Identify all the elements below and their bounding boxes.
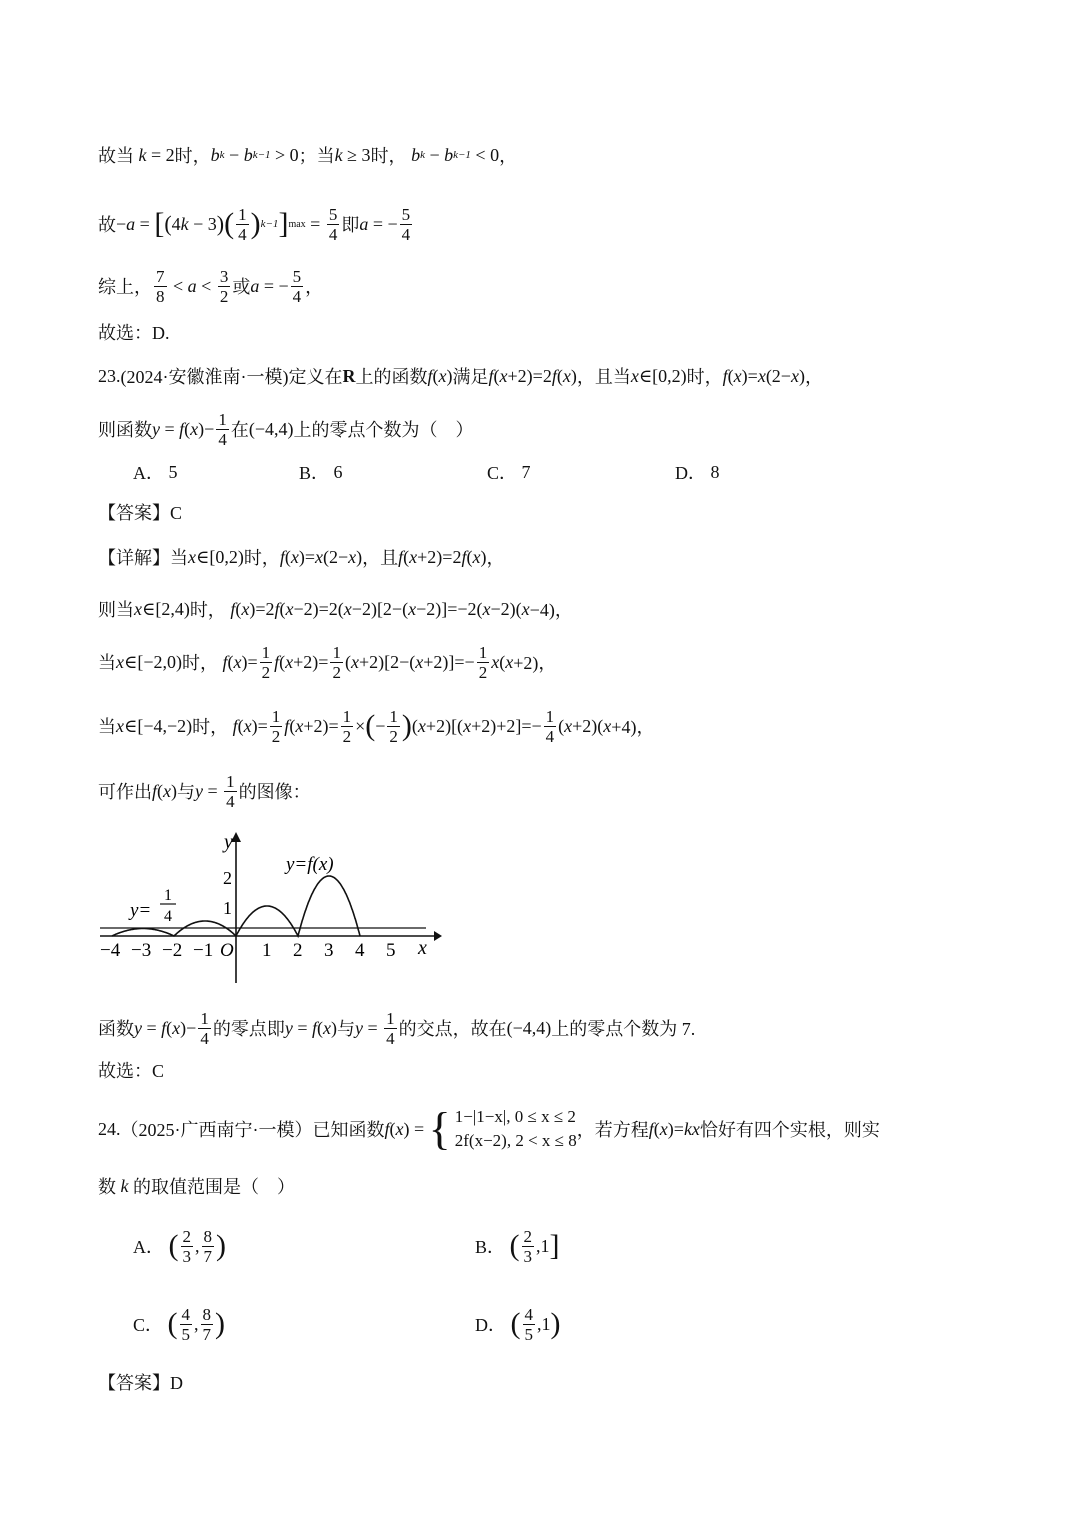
conclusion-line: 函数 y = f ( x )− $\frac{1}{4}$ 的零点即 y = f ( x ) 与 y = $\frac{1}{4}$ 的交点，故在 (−4,4) 上的零点个数为 7. [98,1008,696,1048]
text: R [342,365,356,386]
q24-options-row1 [133,1220,560,1272]
num: 2 [523,1226,533,1246]
question-24: 24. （2025·广西南宁·一模） 已知函数 f ( x ) = { 1−|1−x|, 0 ≤ x ≤ 2 2f(x−2), 2 < x ≤ 8 ，若方程 f ( x )= kx 恰好有四个实根，则实 [98,1103,880,1154]
text: 当 [170,548,188,568]
den: 5 [181,1324,191,1344]
text: 时， [181,653,218,673]
text: 当 [98,653,116,673]
text: 函数 [98,1019,134,1039]
x-axis-label: x [418,937,427,959]
num: 8 [203,1226,212,1246]
y-tick-2: 2 [223,868,232,888]
text: 或 [232,277,251,297]
x-tick-label: −3 [131,940,152,961]
question-source: (2024·安徽淮南·一模) [120,367,289,387]
line-label-denominator: 4 [164,908,172,925]
text: ，若方程 [576,1120,649,1140]
bound: 1 [540,1235,550,1256]
function-graph [96,828,446,988]
option-label: C． [133,1315,164,1335]
text: 故当 [98,146,134,166]
text: 时， [686,367,723,387]
q24-options-row2 [133,1298,561,1350]
option-label: A． [133,463,164,483]
option-label: D． [675,463,706,483]
line-label-numerator: 1 [164,887,172,904]
text: 即 [341,215,360,235]
case-1: 1−|1−x|, 0 ≤ x ≤ 2 [454,1107,576,1126]
num: 4 [524,1304,533,1324]
x-tick-label: 1 [262,940,272,961]
q23-options [133,452,720,492]
option-c[interactable] [487,459,675,485]
den: 3 [523,1246,533,1266]
text: 的交点，故在 [398,1019,507,1039]
text: 的零点即 [212,1019,285,1039]
y-axis-label: y [224,831,233,853]
option-label: B． [475,1237,506,1257]
text-line: 故当 k = 2 时， b k − b k−1 > 0 ；当 k ≥ 3 时， b k − b k−1 < 0 ， [98,135,517,175]
option-a[interactable] [133,459,299,485]
answer: 【答案】D [98,1373,183,1393]
text: 【详解】 [98,548,170,568]
option-value: 5 [168,461,178,482]
text: 在 [230,420,249,440]
text: 与 [177,782,196,802]
option-a[interactable]: A． ( $\frac{2}{3}$ , $\frac{8}{7}$ ) [133,1226,226,1266]
detail-line-2: 则当 x ∈[2,4) 时， f ( x )=2 f ( x −2)=2( x −2)[2−( x −2)]=−2( x −2)( x −4)， [98,589,573,629]
detail-line-1: 【详解】 当 x ∈[0,2) 时， f ( x )= x (2− x ) ，且 f ( x +2)=2 f ( x ) ， [98,537,504,577]
text: 时， [174,146,211,166]
x-tick-labels [100,940,396,961]
option-value: 7 [521,461,531,482]
math-line: 综上， $\frac{7}{8}$ < a < $\frac{3}{2}$ 或 a = − $\frac{5}{4}$ ， [98,266,324,306]
text: ， [305,277,324,297]
x-tick-label: −1 [193,940,214,961]
text: ， [804,367,823,387]
text: 则当 [98,600,134,620]
text-line: 故选：D. [98,323,170,343]
option-label: A． [133,1237,164,1257]
x-tick-label: −4 [100,940,121,961]
option-label: D． [475,1315,506,1335]
x-tick-label: −2 [162,940,183,961]
num: 8 [202,1304,212,1324]
detail-line-4: 当 x ∈[−4,−2) 时， f ( x )= $\frac{1}{2}$ f ( x +2)= $\frac{1}{2}$ × ( − $\frac{1}{2}$ ) ( x +2)[( x +2)+2]=− $\frac{1}{4}$ ( x +2)( x +4)， [98,706,655,746]
x-tick-label: 4 [355,940,365,961]
text: 时， [189,600,226,620]
num: 4 [181,1304,191,1324]
text: 上的零点个数为（ ） [293,420,474,440]
y-tick-1: 1 [223,898,232,918]
detail-line-5: 可作出 f ( x ) 与 y = $\frac{1}{4}$ 的图像： [98,771,311,811]
detail-line-3: 当 x ∈[−2,0) 时， f ( x )= $\frac{1}{2}$ f ( x +2)= $\frac{1}{2}$ ( x +2)[2−( x +2)]=− $\frac{1}{2}$ x ( x +2)， [98,642,557,682]
curve-label: y=f(x) [286,854,334,875]
bound: 1 [541,1313,551,1334]
text: ；当 [298,146,335,166]
text: 上的零点个数为 7. [551,1019,696,1039]
text: 上的函数 [355,367,428,387]
text: 时， [243,548,280,568]
question-23: 23. (2024·安徽淮南·一模) 定义在 R 上的函数 f ( x ) 满足 f ( x +2)=2 f ( x ) ，且当 x ∈[0,2) 时， f ( x )= x (2− x ) ， [98,356,823,396]
den: 7 [202,1324,212,1344]
question-23-line2: 则函数 y = f ( x )− $\frac{1}{4}$ 在 (−4,4) 上的零点个数为（ ） [98,409,474,449]
final-answer: 故选：C [98,1061,165,1081]
x-axis-arrow [434,931,442,941]
answer: 【答案】C [98,503,183,523]
case-2: 2f(x−2), 2 < x ≤ 8 [454,1131,577,1150]
option-d[interactable]: D． ( $\frac{4}{5}$ , 1 ) [475,1304,561,1344]
option-value: 8 [710,461,720,482]
num: 2 [182,1226,191,1246]
option-b[interactable]: B． ( $\frac{2}{3}$ , 1 ] [475,1226,560,1266]
text: ，且 [362,548,399,568]
text: 与 [337,1019,355,1039]
text: 故 [98,215,116,235]
option-c[interactable]: C． ( $\frac{4}{5}$ , $\frac{8}{7}$ ) [133,1304,226,1344]
option-b[interactable] [299,459,487,485]
text: ， [486,548,505,568]
x-tick-label: 3 [324,940,334,961]
text: 则函数 [98,420,152,440]
text: 已知函数 [312,1120,385,1140]
question-source: （2025·广西南宁·一模） [120,1120,313,1140]
text: 恰好有四个实根，则实 [699,1120,880,1140]
x-tick-label: 5 [386,940,396,961]
text: 时， [370,146,407,166]
option-label: B． [299,463,330,483]
question-number: 24. [98,1118,121,1139]
text: 定义在 [288,367,343,387]
option-d[interactable] [675,459,720,485]
den: 3 [182,1246,191,1266]
text: 时， [192,717,229,737]
den: 5 [524,1324,533,1344]
origin-label: O [220,940,234,961]
text: 的图像： [238,782,311,802]
text: 满足 [452,367,489,387]
text: 可作出 [98,782,152,802]
text: 当 [98,717,116,737]
line-label: y= [130,900,152,921]
text: ， [499,146,518,166]
x-tick-label: 2 [293,940,303,961]
option-value: 6 [333,461,343,482]
text: ，且当 [576,367,631,387]
den: 7 [203,1246,212,1266]
question-24-line2: 数 k 的取值范围是（ ） [98,1166,295,1206]
option-label: C． [487,463,518,483]
question-number: 23. [98,365,121,386]
text: 综上， [98,277,152,297]
text: 数 [98,1177,116,1197]
math-line: 故 − a = [ ( 4 k − 3 ) ( $\frac{1}{4}$ ) k−1 ] max = $\frac{5}{4}$ 即 a = − $\frac{5}{4}$ [98,204,411,244]
text: 的取值范围是（ ） [133,1177,295,1197]
